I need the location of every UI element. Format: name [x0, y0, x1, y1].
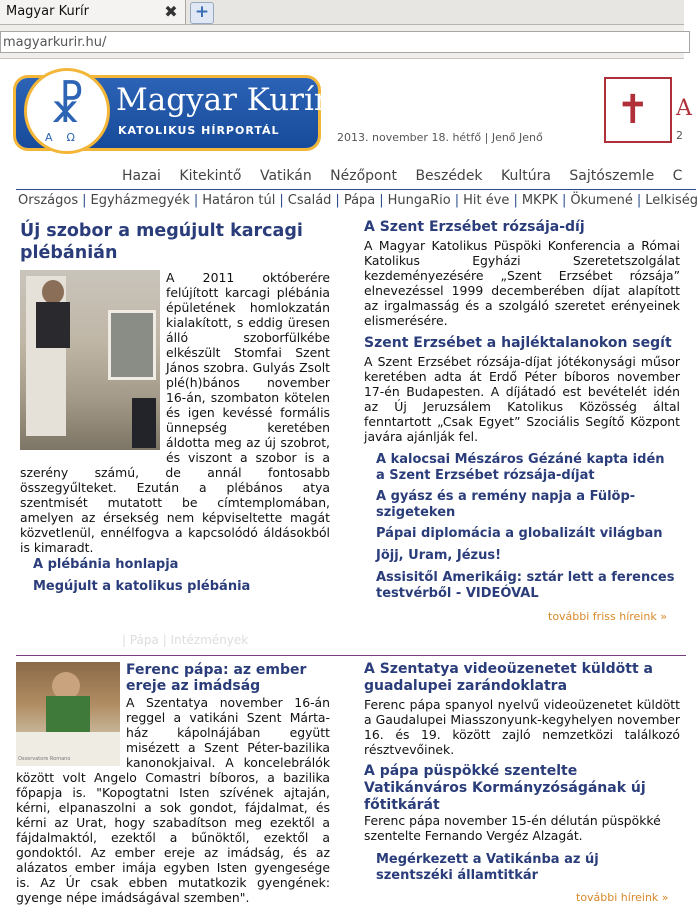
section-divider — [16, 655, 686, 656]
nav-item-nezopont[interactable]: Nézőpont — [330, 168, 397, 184]
pope-article — [16, 662, 330, 905]
lead-link-renewed-parish[interactable]: Megújult a katolikus plébánia — [33, 579, 251, 594]
nameday: Jenő Jenő — [491, 131, 543, 144]
main-nav — [122, 168, 696, 184]
partner-letter: A — [676, 96, 692, 121]
address-bar[interactable]: magyarkurir.hu/ — [0, 31, 690, 53]
subnav-separator: | — [561, 193, 567, 208]
subnav-separator: | — [379, 193, 384, 208]
more-news-link-1[interactable]: további friss híreink » — [548, 610, 667, 623]
right-link-papai-diplomacia[interactable]: Pápai diplomácia a globalizált világban — [376, 526, 663, 541]
photo-credit: Osservatore Romano — [18, 756, 71, 762]
current-date: 2013. november 18. hétfő — [337, 131, 482, 144]
lead-link-parish-homepage[interactable]: A plébánia honlapja — [33, 557, 179, 572]
right-link-gyasz[interactable]: A gyász és a remény napja a Fülöp-szigeteken — [376, 489, 636, 520]
browser-tabbar — [0, 0, 684, 25]
subnav-separator: | — [82, 193, 87, 208]
subnav-separator: | — [279, 193, 284, 208]
nav-item-hazai[interactable]: Hazai — [122, 168, 161, 184]
chi-rho-glyph: ☧ — [48, 79, 86, 133]
subnav-separator: | — [193, 193, 199, 208]
subnav-item-papa[interactable]: Pápa — [343, 193, 376, 208]
more-news-link-2[interactable]: további híreink » — [576, 891, 669, 904]
tab-title: Magyar Kurír — [6, 4, 89, 19]
lead-article-title[interactable]: Új szobor a megújult karcagi plébánián — [20, 221, 303, 263]
subnav-separator: | — [335, 193, 340, 208]
subnav-item-orszagos[interactable]: Országos — [18, 193, 79, 208]
subnav-item-hit-eve[interactable]: Hit éve — [463, 193, 510, 208]
alpha-omega-text: ΑΩ — [45, 131, 89, 144]
nav-item-sajtoszemle[interactable]: Sajtószemle — [569, 168, 655, 184]
partner-small-text: 2 — [676, 129, 683, 142]
date-separator: | — [484, 131, 489, 144]
site-logo[interactable] — [16, 78, 329, 148]
new-tab-button[interactable]: + — [190, 2, 214, 24]
browser-tab[interactable] — [0, 0, 186, 24]
subnav-separator: | — [636, 193, 642, 208]
browser-toolbar — [0, 25, 684, 59]
partner-logo[interactable] — [604, 77, 672, 143]
right-article-title-rozsa-dij[interactable]: A Szent Erzsébet rózsája-díj — [364, 219, 585, 235]
nav-item-kitekinto[interactable]: Kitekintő — [179, 168, 242, 184]
nav-divider — [16, 189, 696, 190]
right-article-title-videouzenet[interactable]: A Szentatya videoüzenetet küldött a guadalupei zarándoklatra — [364, 661, 653, 694]
right-link-allamtitkar[interactable]: Megérkezett a Vatikánba az új szentszéki államtitkár — [376, 852, 599, 883]
lead-article-photo[interactable] — [20, 270, 160, 450]
right-link-assisitol[interactable]: Assisitől Amerikáig: sztár lett a ferences testvérből - VIDEÓVAL — [376, 570, 675, 601]
pope-article-photo[interactable] — [16, 662, 120, 766]
subnav-item-hungario[interactable]: HungaRio — [387, 193, 451, 208]
sub-nav — [18, 193, 698, 208]
right-article-title-puspokke[interactable]: A pápa püspökké szentelte Vatikánváros Kormányzóságának új főtitkárát — [364, 763, 646, 813]
lead-article-text: A 2011 októberére felújított karcagi plébánia épületének homlokzatán kialakított, s eddig üresen álló szoborfülkébe elkészült Stomfai Szent János szobra. Gulyás Zsolt plé(h)bános november 16-án, szombaton kötelen és igen kevéssé formális ünnepség keretében áldotta meg az új szobrot, és viszont a szobor is a szerény számú, de annál fontosabb összegyűlteket. Ezután a plébános atya szentmisét mutatott be címtemplomában, amelyen az érsekség nem képviseltette magát közvetlenül, ennélfogva a kapcsolódó áldásokból is kimaradt. — [20, 270, 330, 555]
right-article-title-hajlektalanok[interactable]: Szent Erzsébet a hajléktalanokon segít — [364, 335, 672, 351]
partner-emblem-icon: ✝ — [616, 87, 650, 133]
logo-subtitle: KATOLIKUS HÍRPORTÁL — [118, 124, 280, 137]
subnav-item-okumene[interactable]: Ökumené — [570, 193, 633, 208]
subnav-item-lelkiseg[interactable]: Lelkiség — [645, 193, 698, 208]
dateline — [337, 131, 543, 144]
right-article-text-rozsa-dij: A Magyar Katolikus Püspöki Konferencia a Római Katolikus Egyházi Szeretetszolgálat kezdeményezésére „Szent Erzsébet rózsája” elnevezéssel 1999 decemberében díjat alapított az irgalmasság és a szolgáló szeretet erényeinek elismerésére. — [364, 238, 680, 328]
right-article-text-puspokke: Ferenc pápa november 15-én délután püspökké szentelte Fernando Vergéz Alzagát. — [364, 813, 661, 843]
nav-item-kultura[interactable]: Kultúra — [501, 168, 551, 184]
subnav-separator: | — [454, 193, 460, 208]
pope-article-title[interactable]: Ferenc pápa: az ember ereje az imádság — [126, 662, 307, 694]
right-link-jojj-uram[interactable]: Jöjj, Uram, Jézus! — [376, 548, 502, 563]
pope-article-text: A Szentatya november 16-án reggel a vatikáni Szent Márta-ház kápolnájában együtt misézett a Szent Péter-bazilika kanonokjaival. A koncelebrálók között volt Angelo Comastri bíboros, a bazilika főpapja is. "Kopogtatni Isten szívének ajtaján, kérni, elpanaszolni a sok gondot, fájdalmat, és kérni az Urat, hogy szabadítson meg ezektől a fájdalmaktól, ezektől a bűnöktől, ezektől a gondoktól. Az ember ereje az imádság, és az alázatos ember imája egyben Isten gyengesége is. Az Úr csak ebben mutatkozik gyengének: gyenge népe imádságával szemben". — [16, 695, 330, 905]
right-article-text-videouzenet: Ferenc pápa spanyol nyelvű videoüzenetet küldött a Gaudalupei Miasszonyunk-kegyhelyen november 16. és 19. között zajló nemzetközi találkozó résztvevőinek. — [364, 697, 680, 757]
nav-item-more[interactable]: C — [672, 168, 683, 184]
nav-item-beszedek[interactable]: Beszédek — [415, 168, 483, 184]
subnav-separator: | — [513, 193, 518, 208]
subnav-item-hataron-tul[interactable]: Határon túl — [202, 193, 276, 208]
logo-title: Magyar Kurír — [116, 82, 329, 118]
faint-section-nav: | Pápa | Intézmények — [122, 633, 249, 647]
chi-rho-icon — [24, 68, 110, 154]
subnav-item-egyhazmegyek[interactable]: Egyházmegyék — [90, 193, 190, 208]
right-link-kalocsai[interactable]: A kalocsai Mészáros Gézáné kapta idén a Szent Erzsébet rózsája-díjat — [376, 452, 665, 483]
close-icon[interactable]: ✖ — [164, 2, 178, 21]
subnav-item-csalad[interactable]: Család — [287, 193, 332, 208]
nav-item-vatikan[interactable]: Vatikán — [259, 168, 312, 184]
right-article-text-hajlektalanok: A Szent Erzsébet rózsája-díjat jótékonysági műsor keretében adta át Erdő Péter bíboros november 17-én Budapesten. A díjátadó est bevételét idén az Új Jeruzsálem Katolikus Közösség által fenntartott „Csak Egyet” Szociális Segítő Központ javára ajánlják fel. — [364, 354, 680, 444]
lead-article — [20, 270, 330, 555]
subnav-item-mkpk[interactable]: MKPK — [521, 193, 558, 208]
